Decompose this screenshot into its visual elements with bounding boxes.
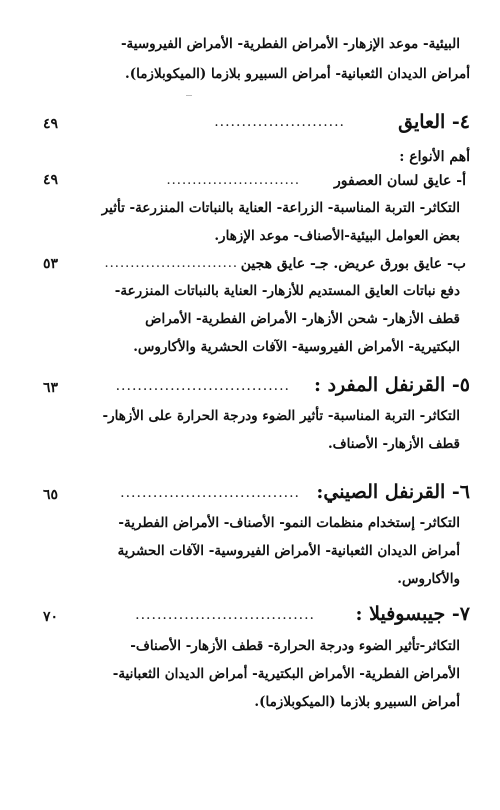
item-line-4a-1: التكاثر- التربة المناسبة- الزراعة- العناية بالنباتات المنزرعة- تأثير xyxy=(101,200,460,216)
section-page-4: ٤٩ xyxy=(43,116,59,132)
section-line-6-3: والأكاروس. xyxy=(397,571,460,587)
section-dots-6: ................................. xyxy=(120,485,300,501)
section-dots-5: ................................ xyxy=(115,378,290,394)
section-line-5-2: قطف الأزهار- الأصناف. xyxy=(327,436,460,452)
section-intro-4: أهم الأنواع : xyxy=(399,149,470,165)
section-page-6: ٦٥ xyxy=(43,487,59,503)
item-page-4b: ٥٣ xyxy=(43,256,59,272)
item-line-4b-3: البكتيرية- الأمراض الفيروسية- الآفات الحشرية والأكاروس. xyxy=(133,339,460,355)
item-line-4a-2: بعض العوامل البيئية-الأصناف- موعد الإزهار. xyxy=(214,228,460,244)
section-line-7-2: الأمراض الفطرية- الأمراض البكتيرية- أمراض الديدان الثعبانية- xyxy=(112,666,460,682)
item-page-4a: ٤٩ xyxy=(43,172,59,188)
item-dots-4b: .......................... xyxy=(104,256,238,271)
section-dots-7: ................................. xyxy=(135,607,315,623)
section-page-5: ٦٣ xyxy=(43,380,59,396)
item-title-4a: أ- عايق لسان العصفور xyxy=(334,173,466,189)
section-dots-4: ........................ xyxy=(214,114,345,130)
item-dots-4a: .......................... xyxy=(166,173,300,188)
section-page-7: ٧٠ xyxy=(43,609,59,625)
item-title-4b: ب- عايق بورق عريض. جـ- عايق هجين xyxy=(240,256,466,272)
item-line-4b-2: قطف الأزهار- شحن الأزهار- الأمراض الفطرية- الأمراض xyxy=(145,311,460,327)
top-line-1: البيئية- موعد الإزهار- الأمراض الفطرية- الأمراض الفيروسية- xyxy=(120,36,460,52)
section-line-5-1: التكاثر- التربة المناسبة- تأثير الضوء ودرجة الحرارة على الأزهار- xyxy=(102,408,460,424)
section-heading-4: ٤- العايق xyxy=(398,111,470,133)
section-line-7-1: التكاثر-تأثير الضوء ودرجة الحرارة- قطف الأزهار- الأصناف- xyxy=(130,638,460,654)
section-line-6-1: التكاثر- إستخدام منظمات النمو- الأصناف- الأمراض الفطرية- xyxy=(118,515,460,531)
section-heading-7: ٧- جيبسوفيلا : xyxy=(355,603,470,625)
item-line-4b-1: دفع نباتات العايق المستديم للأزهار- العناية بالنباتات المنزرعة- xyxy=(114,283,460,299)
section-heading-6: ٦- القرنفل الصيني: xyxy=(316,481,470,503)
section-line-6-2: أمراض الديدان الثعبانية- الأمراض الفيروسية- الآفات الحشرية xyxy=(117,543,460,559)
top-line-2: أمراض الديدان الثعبانية- أمراض السبيرو بلازما (الميكوبلازما). xyxy=(125,66,470,82)
section-heading-5: ٥- القرنفل المفرد : xyxy=(313,374,470,396)
small-mark xyxy=(186,95,192,96)
section-line-7-3: أمراض السبيرو بلازما (الميكوبلازما). xyxy=(254,694,460,710)
